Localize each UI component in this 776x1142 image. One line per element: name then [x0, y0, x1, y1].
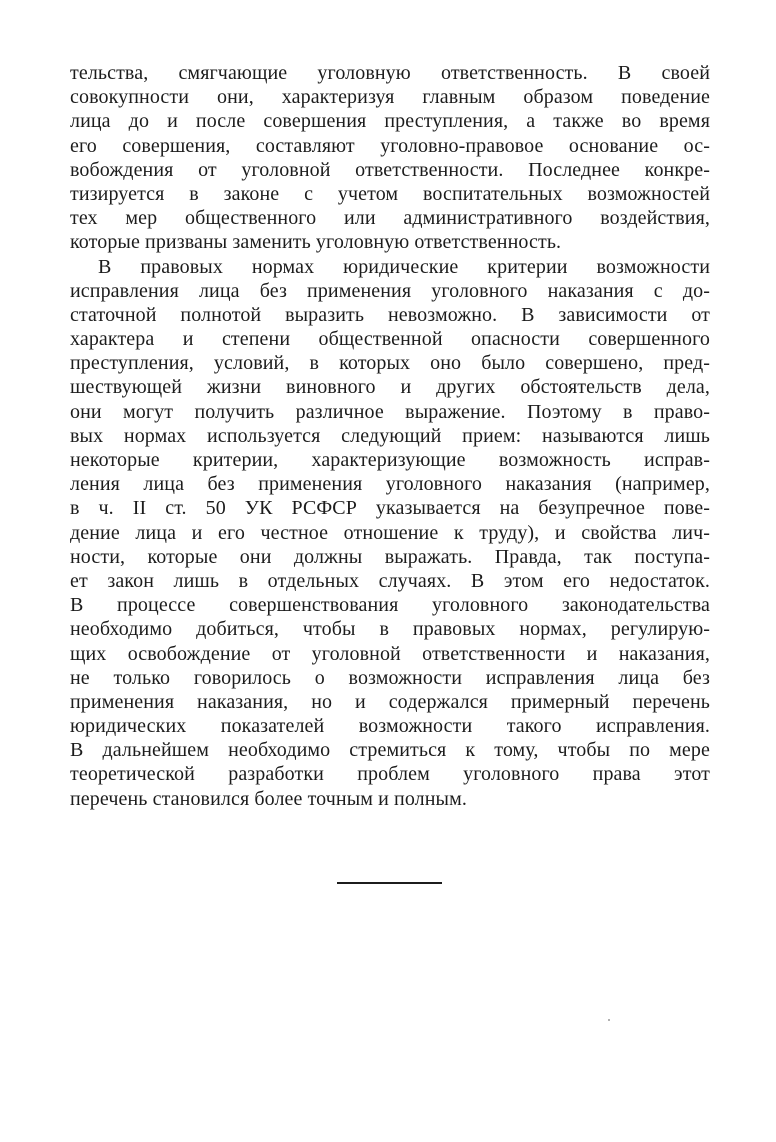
- text-line: тех мер общественного или административного воздействия,: [70, 207, 710, 230]
- text-line: в ч. II ст. 50 УК РСФСР указывается на безупречное пове-: [70, 497, 710, 520]
- text-line: применения наказания, но и содержался примерный перечень: [70, 690, 710, 713]
- text-line: необходимо добиться, чтобы в правовых нормах, регулирую-: [70, 618, 710, 641]
- paragraph-2: [70, 255, 710, 811]
- text-line: перечень становился более точным и полным.: [70, 787, 467, 810]
- text-line: которые призваны заменить уголовную ответственность.: [70, 231, 562, 254]
- text-line: некоторые критерии, характеризующие возможность исправ-: [70, 449, 710, 471]
- text-line: шествующей жизни виновного и других обстоятельств дела,: [70, 376, 710, 399]
- text-line: В правовых нормах юридические критерии возможности: [98, 255, 710, 278]
- text-line: вых нормах используется следующий прием: называются лишь: [70, 424, 710, 447]
- text-line: щих освобождение от уголовной ответственности и наказания,: [70, 642, 710, 665]
- text-line: характера и степени общественной опасности совершенного: [70, 328, 710, 351]
- section-end-rule: [337, 882, 442, 884]
- text-line: ет закон лишь в отдельных случаях. В этом его недостаток.: [70, 569, 710, 592]
- text-line: преступления, условий, в которых оно было совершено, пред-: [70, 352, 710, 375]
- text-line: они могут получить различное выражение. Поэтому в право-: [70, 400, 710, 423]
- text-line: тизируется в законе с учетом воспитательных возможностей: [70, 182, 710, 205]
- text-line: его совершения, составляют уголовно-правовое основание ос-: [70, 134, 710, 157]
- text-line: лица до и после совершения преступления, а также во время: [70, 110, 710, 133]
- text-line: теоретической разработки проблем уголовного права этот: [70, 763, 710, 786]
- text-line: В процессе совершенствования уголовного законодательства: [70, 594, 710, 617]
- text-line: юридических показателей возможности такого исправления.: [70, 715, 710, 738]
- text-line: вобождения от уголовной ответственности. Последнее конкре-: [70, 158, 710, 181]
- text-line: ности, которые они должны выражать. Правда, так поступа-: [70, 545, 710, 568]
- text-line: ления лица без применения уголовного наказания (например,: [70, 473, 710, 496]
- text-line: В дальнейшем необходимо стремиться к тому, чтобы по мере: [70, 739, 710, 762]
- paragraph-1: [70, 61, 710, 255]
- text-line: не только говорилось о возможности исправления лица без: [70, 666, 710, 689]
- print-speck: [608, 1019, 610, 1021]
- text-line: исправления лица без применения уголовного наказания с до-: [70, 279, 710, 302]
- text-line: статочной полнотой выразить невозможно. В зависимости от: [70, 303, 710, 326]
- text-line: совокупности они, характеризуя главным образом поведение: [70, 86, 710, 109]
- text-line: дение лица и его честное отношение к труду), и свойства лич-: [70, 521, 710, 544]
- text-line: тельства, смягчающие уголовную ответственность. В своей: [70, 62, 710, 84]
- body-text: [70, 61, 710, 811]
